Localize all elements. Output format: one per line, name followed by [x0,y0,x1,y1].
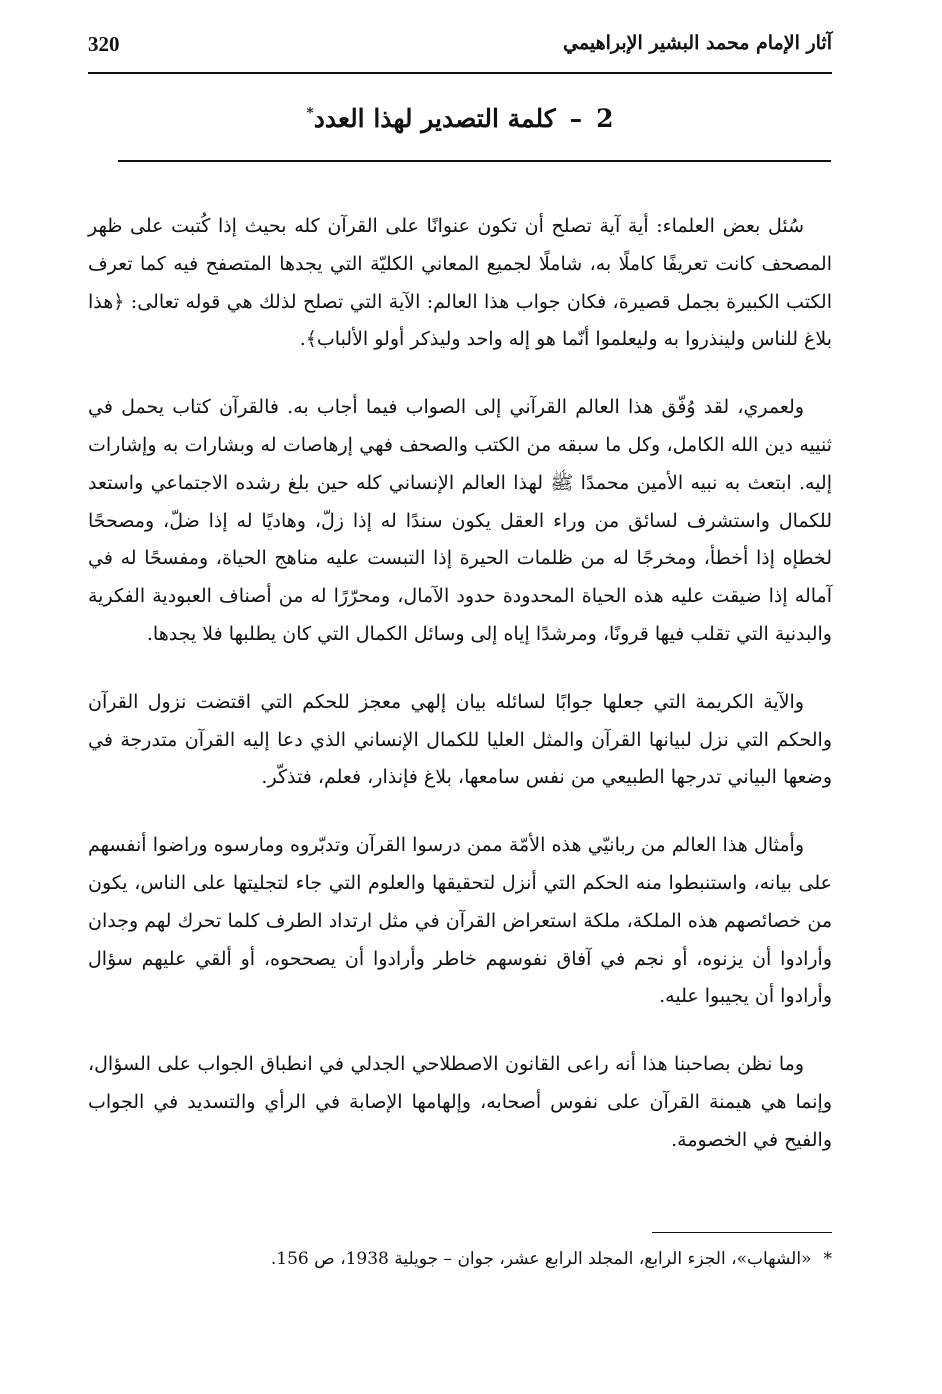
article-title: كلمة التصدير لهذا العدد [313,104,556,133]
article-body [88,208,832,1160]
paragraph: والآية الكريمة التي جعلها جوابًا لسائله بيان إلهي معجز للحكم التي اقتضت نزول القرآن والحكم التي نزل لبيانها القرآن والمثل العليا للكمال الإنساني الذي دعا إليه القرآن متدرجة في وضعها البياني تدرجها الطبيعي من نفس سامعها، بلاغ فإنذار، فعلم، فتذكّر. [88,690,832,789]
article-number: 2 [596,104,614,133]
article-heading [88,104,832,133]
paragraph: وما نظن بصاحبنا هذا أنه راعى القانون الاصطلاحي الجدلي في انطباق الجواب على السؤال، وإنما هي هيمنة القرآن على نفوس أصحابه، وإلهامها الإصابة في الرأي والتسديد في الجواب والفيح في الخصومة. [88,1053,832,1151]
page-number: 320 [88,32,120,56]
paragraph: وأمثال هذا العالم من ربانيّي هذه الأمّة ممن درسوا القرآن وتدبّروه ومارسوه وراضوا أنفسهم على بيانه، واستنبطوا منه الحكم التي أنزل لتحقيقها والعلوم التي جاء لتجليتها على الناس، يكون من خصائصهم هذه الملكة، ملكة استعراض القرآن في مثل ارتداد الطرف كلما تحرك لهم وجدان وأرادوا أن يزنوه، أو نجم في آفاق نفوسهم خاطر وأرادوا أن يصححوه، أو ألقي عليهم سؤال وأرادوا أن يجيبوا عليه. [88,834,832,1008]
header-divider [88,72,832,74]
footnote-text: «الشهاب»، الجزء الرابع، المجلد الرابع عشر، جوان – جويلية 1938، ص 156. [270,1249,812,1269]
paragraph: سُئل بعض العلماء: أية آية تصلح أن تكون عنوانًا على القرآن كله بحيث إذا كُتبت على ظهر المصحف كانت تعريفًا كاملًا به، شاملًا لجميع المعاني الكليّة التي يجدها المتصفح فيه كما تعرف الكتب الكبيرة بجمل قصيرة، فكان جواب هذا العالم: الآية التي تصلح لذلك هي قوله تعالى: ﴿هذا بلاغ للناس ولينذروا به وليعلموا أنّما هو إله واحد وليذكر أولو الألباب﴾. [88,215,832,351]
article-dash: – [569,104,583,133]
footnote [120,1244,832,1274]
footnote-marker: * [823,1249,832,1269]
running-title: آثار الإمام محمد البشير الإبراهيمي [563,32,832,54]
paragraph: ولعمري، لقد وُفّق هذا العالم القرآني إلى الصواب فيما أجاب به. فالقرآن كتاب يحمل في ثنييه دين الله الكامل، وكل ما سبقه من الكتب والصحف فهي إرهاصات له وبشارات به وإشارات إليه. ابتعث به نبيه الأمين محمدًا ﷺ لهذا العالم الإنساني كله حين بلغ رشده الاجتماعي واستعد للكمال واستشرف لسائق من وراء العقل يكون سندًا له إذا زلّ، وهاديًا له إذا ضلّ، ومصححًا لخطإه إذا أخطأ، ومخرجًا له من ظلمات الحيرة إذا التبست عليه مناهج الحياة، ومفسحًا له في آماله إذا ضيقت عليه هذه الحياة المحدودة حدود الآمال، ومحرّرًا له من أصناف العبودية الفكرية والبدنية التي تقلب فيها قرونًا، ومرشدًا إياه إلى وسائل الكمال التي كان يطلبها فلا يجدها. [88,396,832,645]
title-divider [118,160,831,162]
title-footnote-marker: * [306,105,314,122]
running-head [88,28,832,68]
footnote-divider [652,1232,832,1233]
